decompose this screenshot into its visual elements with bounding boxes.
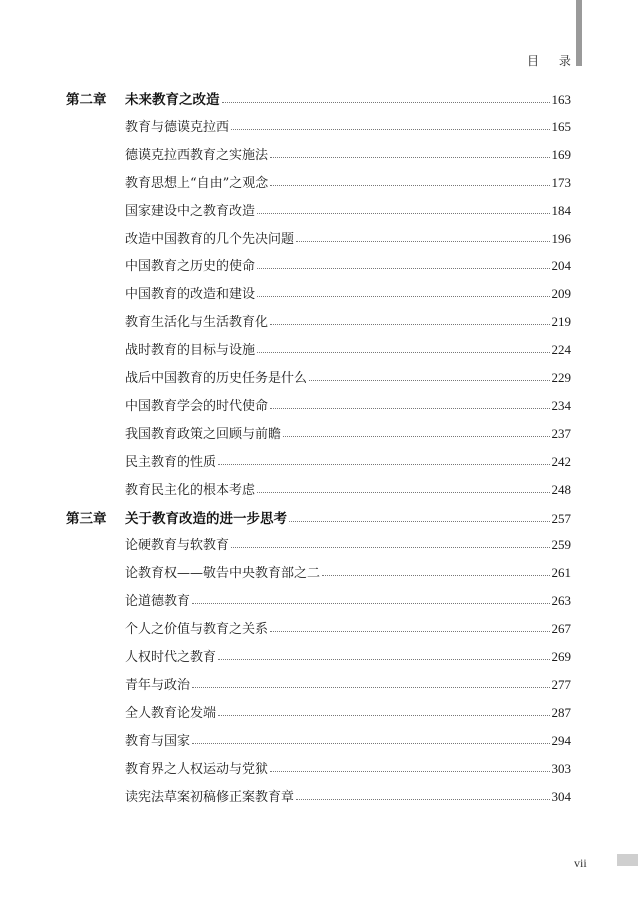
toc-entry[interactable] [0, 562, 638, 582]
entry-page-number: 304 [551, 789, 571, 804]
toc-entry[interactable] [0, 144, 638, 164]
entry-page-number: 248 [551, 482, 571, 497]
entry-title: 教育界之人权运动与党狱 [125, 762, 269, 777]
entry-page-number: 269 [551, 649, 571, 664]
entry-page-number: 173 [551, 175, 571, 190]
entry-page-number: 184 [551, 203, 571, 218]
entry-title: 中国教育的改造和建设 [125, 287, 256, 302]
corner-decoration [617, 854, 638, 866]
toc-entry[interactable] [0, 758, 638, 778]
dot-leader [289, 521, 550, 522]
toc-entry[interactable] [0, 786, 638, 806]
entry-page-number: 209 [551, 286, 571, 301]
entry-page-number: 257 [551, 511, 571, 526]
dot-leader [257, 296, 549, 297]
entry-page-number: 263 [551, 593, 571, 608]
toc-entry[interactable] [0, 618, 638, 638]
dot-leader [192, 687, 549, 688]
toc-entry[interactable] [0, 451, 638, 471]
dot-leader [283, 436, 549, 437]
entry-page-number: 234 [551, 398, 571, 413]
dot-leader [218, 464, 549, 465]
entry-title: 读宪法草案初稿修正案教育章 [125, 790, 295, 805]
dot-leader [309, 380, 549, 381]
entry-title: 德谟克拉西教育之实施法 [125, 148, 269, 163]
toc-entry[interactable] [0, 646, 638, 666]
entry-title: 改造中国教育的几个先决问题 [125, 232, 295, 247]
entry-title: 关于教育改造的进一步思考 [125, 511, 287, 527]
toc-entry[interactable] [0, 479, 638, 499]
dot-leader [257, 352, 549, 353]
toc-entry[interactable] [0, 674, 638, 694]
entry-title: 未来教育之改造 [125, 92, 220, 108]
toc-entry[interactable] [0, 730, 638, 750]
entry-title: 教育民主化的根本考虑 [125, 483, 256, 498]
dot-leader [192, 603, 549, 604]
entry-title: 教育与德谟克拉西 [125, 120, 230, 135]
toc-entry[interactable] [0, 283, 638, 303]
entry-title: 战后中国教育的历史任务是什么 [125, 371, 308, 386]
entry-page-number: 242 [551, 454, 571, 469]
entry-page-number: 303 [551, 761, 571, 776]
entry-title: 个人之价值与教育之关系 [125, 622, 269, 637]
dot-leader [270, 324, 549, 325]
dot-leader [257, 268, 549, 269]
running-header: 目 录 [527, 54, 579, 68]
entry-page-number: 165 [551, 119, 571, 134]
chapter-label: 第三章 [66, 511, 107, 527]
dot-leader [270, 408, 549, 409]
entry-title: 论硬教育与软教育 [125, 538, 230, 553]
entry-title: 教育思想上“自由”之观念 [125, 176, 269, 191]
entry-title: 战时教育的目标与设施 [125, 343, 256, 358]
entry-page-number: 224 [551, 342, 571, 357]
toc-entry[interactable] [0, 367, 638, 387]
dot-leader [218, 715, 549, 716]
toc-entry[interactable] [0, 255, 638, 275]
chapter-label: 第二章 [66, 92, 107, 108]
dot-leader [322, 575, 549, 576]
toc-entry[interactable] [0, 116, 638, 136]
dot-leader [296, 799, 549, 800]
entry-title: 论教育权——敬告中央教育部之二 [125, 566, 321, 581]
entry-page-number: 287 [551, 705, 571, 720]
dot-leader [192, 743, 549, 744]
toc-entry[interactable] [0, 423, 638, 443]
dot-leader [270, 157, 549, 158]
dot-leader [257, 213, 549, 214]
toc-entry[interactable] [0, 395, 638, 415]
entry-page-number: 261 [551, 565, 571, 580]
entry-page-number: 196 [551, 231, 571, 246]
toc-entry[interactable] [0, 339, 638, 359]
dot-leader [222, 102, 550, 103]
entry-title: 中国教育之历史的使命 [125, 259, 256, 274]
entry-title: 我国教育政策之回顾与前瞻 [125, 427, 282, 442]
toc-entry[interactable] [0, 228, 638, 248]
entry-page-number: 277 [551, 677, 571, 692]
dot-leader [231, 547, 549, 548]
page-number: vii [574, 856, 587, 870]
toc-entry[interactable] [0, 590, 638, 610]
entry-title: 青年与政治 [125, 678, 191, 693]
toc-entry[interactable] [0, 200, 638, 220]
dot-leader [257, 492, 549, 493]
entry-page-number: 229 [551, 370, 571, 385]
dot-leader [296, 241, 549, 242]
entry-page-number: 259 [551, 537, 571, 552]
entry-title: 中国教育学会的时代使命 [125, 399, 269, 414]
dot-leader [270, 771, 549, 772]
entry-page-number: 237 [551, 426, 571, 441]
entry-page-number: 163 [551, 92, 571, 107]
dot-leader [231, 129, 549, 130]
entry-page-number: 169 [551, 147, 571, 162]
entry-title: 国家建设中之教育改造 [125, 204, 256, 219]
entry-title: 全人教育论发端 [125, 706, 217, 721]
entry-title: 人权时代之教育 [125, 650, 217, 665]
toc-chapter-entry[interactable] [0, 507, 638, 527]
entry-title: 教育生活化与生活教育化 [125, 315, 269, 330]
toc-entry[interactable] [0, 702, 638, 722]
dot-leader [270, 185, 549, 186]
entry-page-number: 294 [551, 733, 571, 748]
entry-title: 论道德教育 [125, 594, 191, 609]
entry-page-number: 219 [551, 314, 571, 329]
entry-title: 民主教育的性质 [125, 455, 217, 470]
toc-chapter-entry[interactable] [0, 88, 638, 108]
toc-entry[interactable] [0, 311, 638, 331]
entry-page-number: 204 [551, 258, 571, 273]
entry-page-number: 267 [551, 621, 571, 636]
dot-leader [270, 631, 549, 632]
entry-title: 教育与国家 [125, 734, 191, 749]
toc-entry[interactable] [0, 172, 638, 192]
toc-entry[interactable] [0, 534, 638, 554]
dot-leader [218, 659, 549, 660]
